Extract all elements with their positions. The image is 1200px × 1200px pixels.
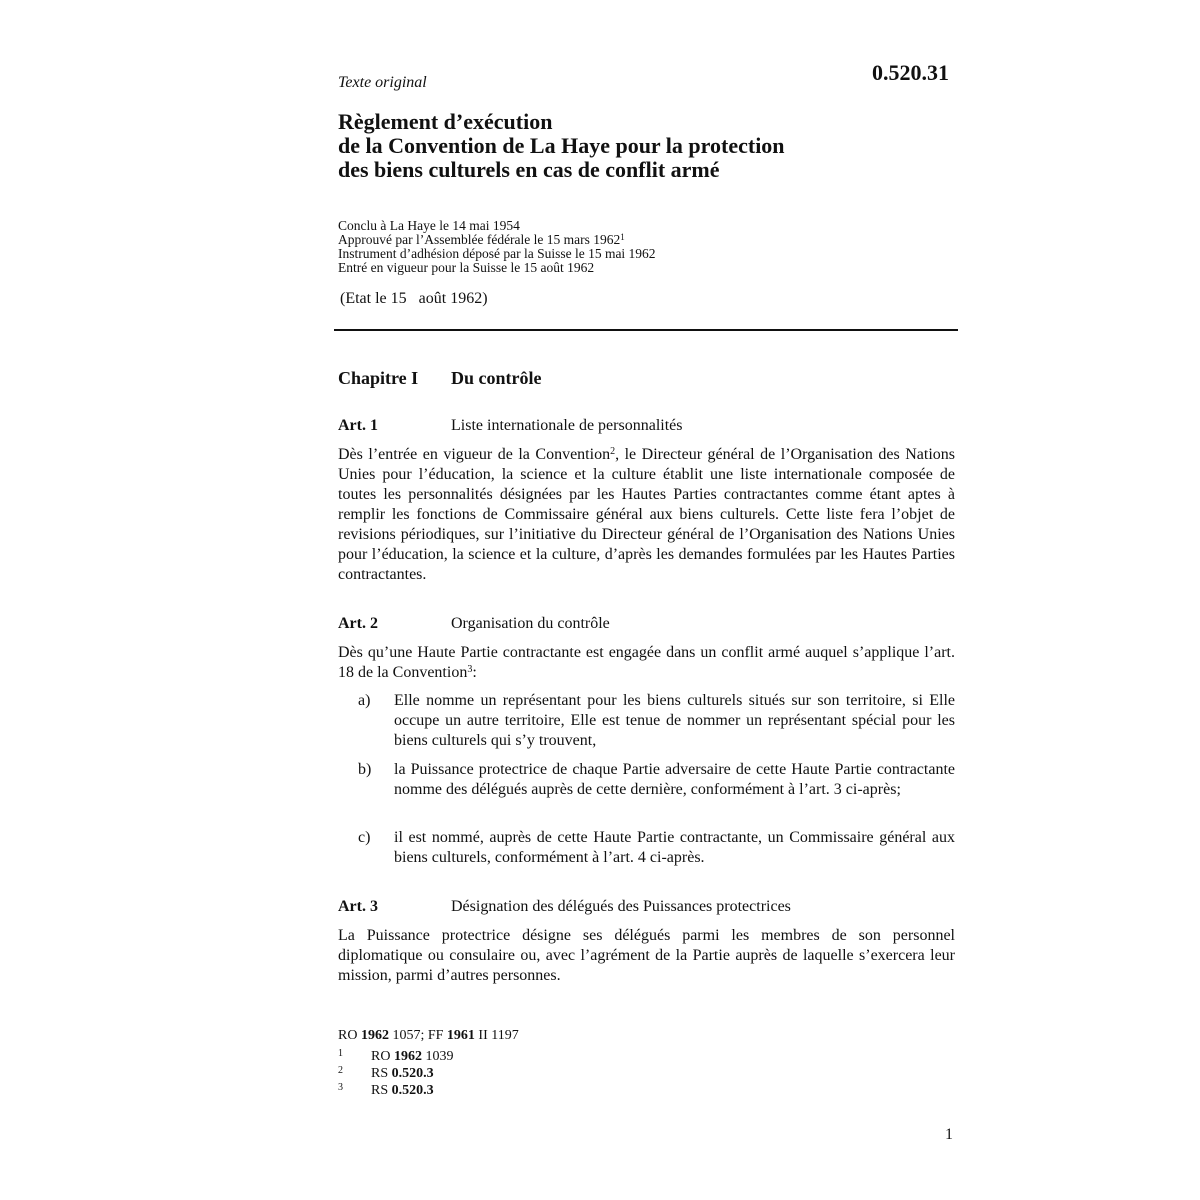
state-date: (Etat le 15 août 1962) — [340, 290, 488, 307]
footnote-ref-1[interactable]: 1 — [620, 232, 625, 242]
page-number: 1 — [945, 1126, 953, 1143]
treaty-metadata — [338, 219, 656, 275]
footnote-prefix: RS — [371, 1083, 392, 1098]
title-line-3: des biens culturels en cas de conflit armé — [338, 157, 720, 182]
header-divider — [334, 329, 958, 331]
article-3-text: La Puissance protectrice désigne ses délégués parmi les membres de son personnel diplomatique ou consulaire ou, avec l’agrément de la Partie auprès de laquelle s’exercera leur mission, parmi d’autres personnes. — [338, 927, 955, 984]
footnote-text — [371, 1065, 434, 1082]
footnote-number: 3 — [338, 1082, 343, 1093]
article-2-text — [338, 643, 955, 683]
footnote-ref-3[interactable]: 3 — [467, 664, 473, 675]
footnote-prefix: RS — [371, 1066, 392, 1081]
approved-text: Approuvé par l’Assemblée fédérale le 15 mars 1962 — [338, 232, 621, 247]
concluded-line: Conclu à La Haye le 14 mai 1954 — [338, 218, 520, 233]
list-item-text: il est nommé, auprès de cette Haute Partie contractante, un Commissaire général aux biens culturels, conformément à l’art. 4 ci-après. — [394, 829, 955, 866]
footnote-prefix: RO — [371, 1049, 394, 1064]
article-number: Art. 3 — [338, 898, 378, 915]
footnote-ref[interactable]: 0.520.3 — [391, 1083, 434, 1098]
list-marker: c) — [358, 829, 371, 846]
footnote-text — [371, 1048, 453, 1065]
list-marker: b) — [358, 761, 372, 778]
footnote-number: 2 — [338, 1065, 343, 1076]
article-3-heading — [338, 898, 791, 916]
article-2-heading — [338, 615, 610, 633]
title-line-1: Règlement d’exécution — [338, 109, 553, 134]
sr-number: 0.520.31 — [872, 60, 949, 85]
article-1-text — [338, 445, 955, 585]
instrument-line: Instrument d’adhésion déposé par la Suisse le 15 mai 1962 — [338, 246, 656, 261]
article-number: Art. 1 — [338, 417, 378, 434]
footnote-suffix: 1039 — [421, 1049, 454, 1064]
article-number: Art. 2 — [338, 615, 378, 632]
in-force-line: Entré en vigueur pour la Suisse le 15 août 1962 — [338, 260, 595, 275]
footnote-text — [371, 1082, 434, 1099]
ff-year: 1961 — [446, 1028, 475, 1043]
article-1-text-end: , le Directeur général de l’Organisation des Nations Unies pour l’éducation, la science et la culture établit une liste internationale composée de toutes les personnalités désignées par les Hautes Parties contractantes comme étant aptes à remplir les fonctions de Commissaire général aux biens culturels. Cette liste fera l’objet de revisions périodiques, sur l’initiative du Directeur général de l’Organisation des Nations Unies pour l’éducation, la science et la culture, d’après les demandes formulées par les Hautes Parties contractantes. — [338, 446, 955, 583]
title-line-2: de la Convention de La Haye pour la protection — [338, 133, 785, 158]
footnote-number: 1 — [338, 1048, 343, 1059]
ro-page: 1057; FF — [388, 1028, 447, 1043]
footnote-ref[interactable]: 1962 — [393, 1049, 422, 1064]
list-item-text: Elle nomme un représentant pour les biens culturels situés sur son territoire, si Elle occupe un autre territoire, Elle est tenue de nommer un représentant spécial pour les biens culturels qui s’y trouvent, — [394, 692, 955, 749]
ff-ref: II 1197 — [474, 1028, 519, 1043]
article-2-text-end: : — [472, 664, 477, 681]
article-title: Organisation du contrôle — [451, 615, 610, 632]
list-marker: a) — [358, 692, 371, 709]
document-title — [338, 110, 785, 182]
article-title: Liste internationale de personnalités — [451, 417, 683, 434]
chapter-heading — [338, 368, 541, 389]
ro-prefix: RO — [338, 1028, 361, 1043]
footnote-ref-2[interactable]: 2 — [610, 446, 616, 457]
article-1-heading — [338, 417, 682, 435]
approved-line — [338, 233, 656, 247]
footnote-ref[interactable]: 0.520.3 — [391, 1066, 434, 1081]
publication-reference — [338, 1028, 519, 1044]
ro-year: 1962 — [360, 1028, 389, 1043]
chapter-title: Du contrôle — [451, 368, 542, 388]
article-2-text-start: Dès qu’une Haute Partie contractante est engagée dans un conflit armé auquel s’applique l’art. 18 de la Convention — [338, 644, 955, 681]
article-title: Désignation des délégués des Puissances protectrices — [451, 898, 791, 915]
list-item-text: la Puissance protectrice de chaque Partie adversaire de cette Haute Partie contractante nomme des délégués auprès de cette dernière, conformément à l’art. 3 ci-après; — [394, 761, 955, 798]
article-1-text-start: Dès l’entrée en vigueur de la Convention — [338, 446, 611, 463]
chapter-number: Chapitre I — [338, 368, 419, 388]
original-text-label: Texte original — [338, 74, 427, 91]
